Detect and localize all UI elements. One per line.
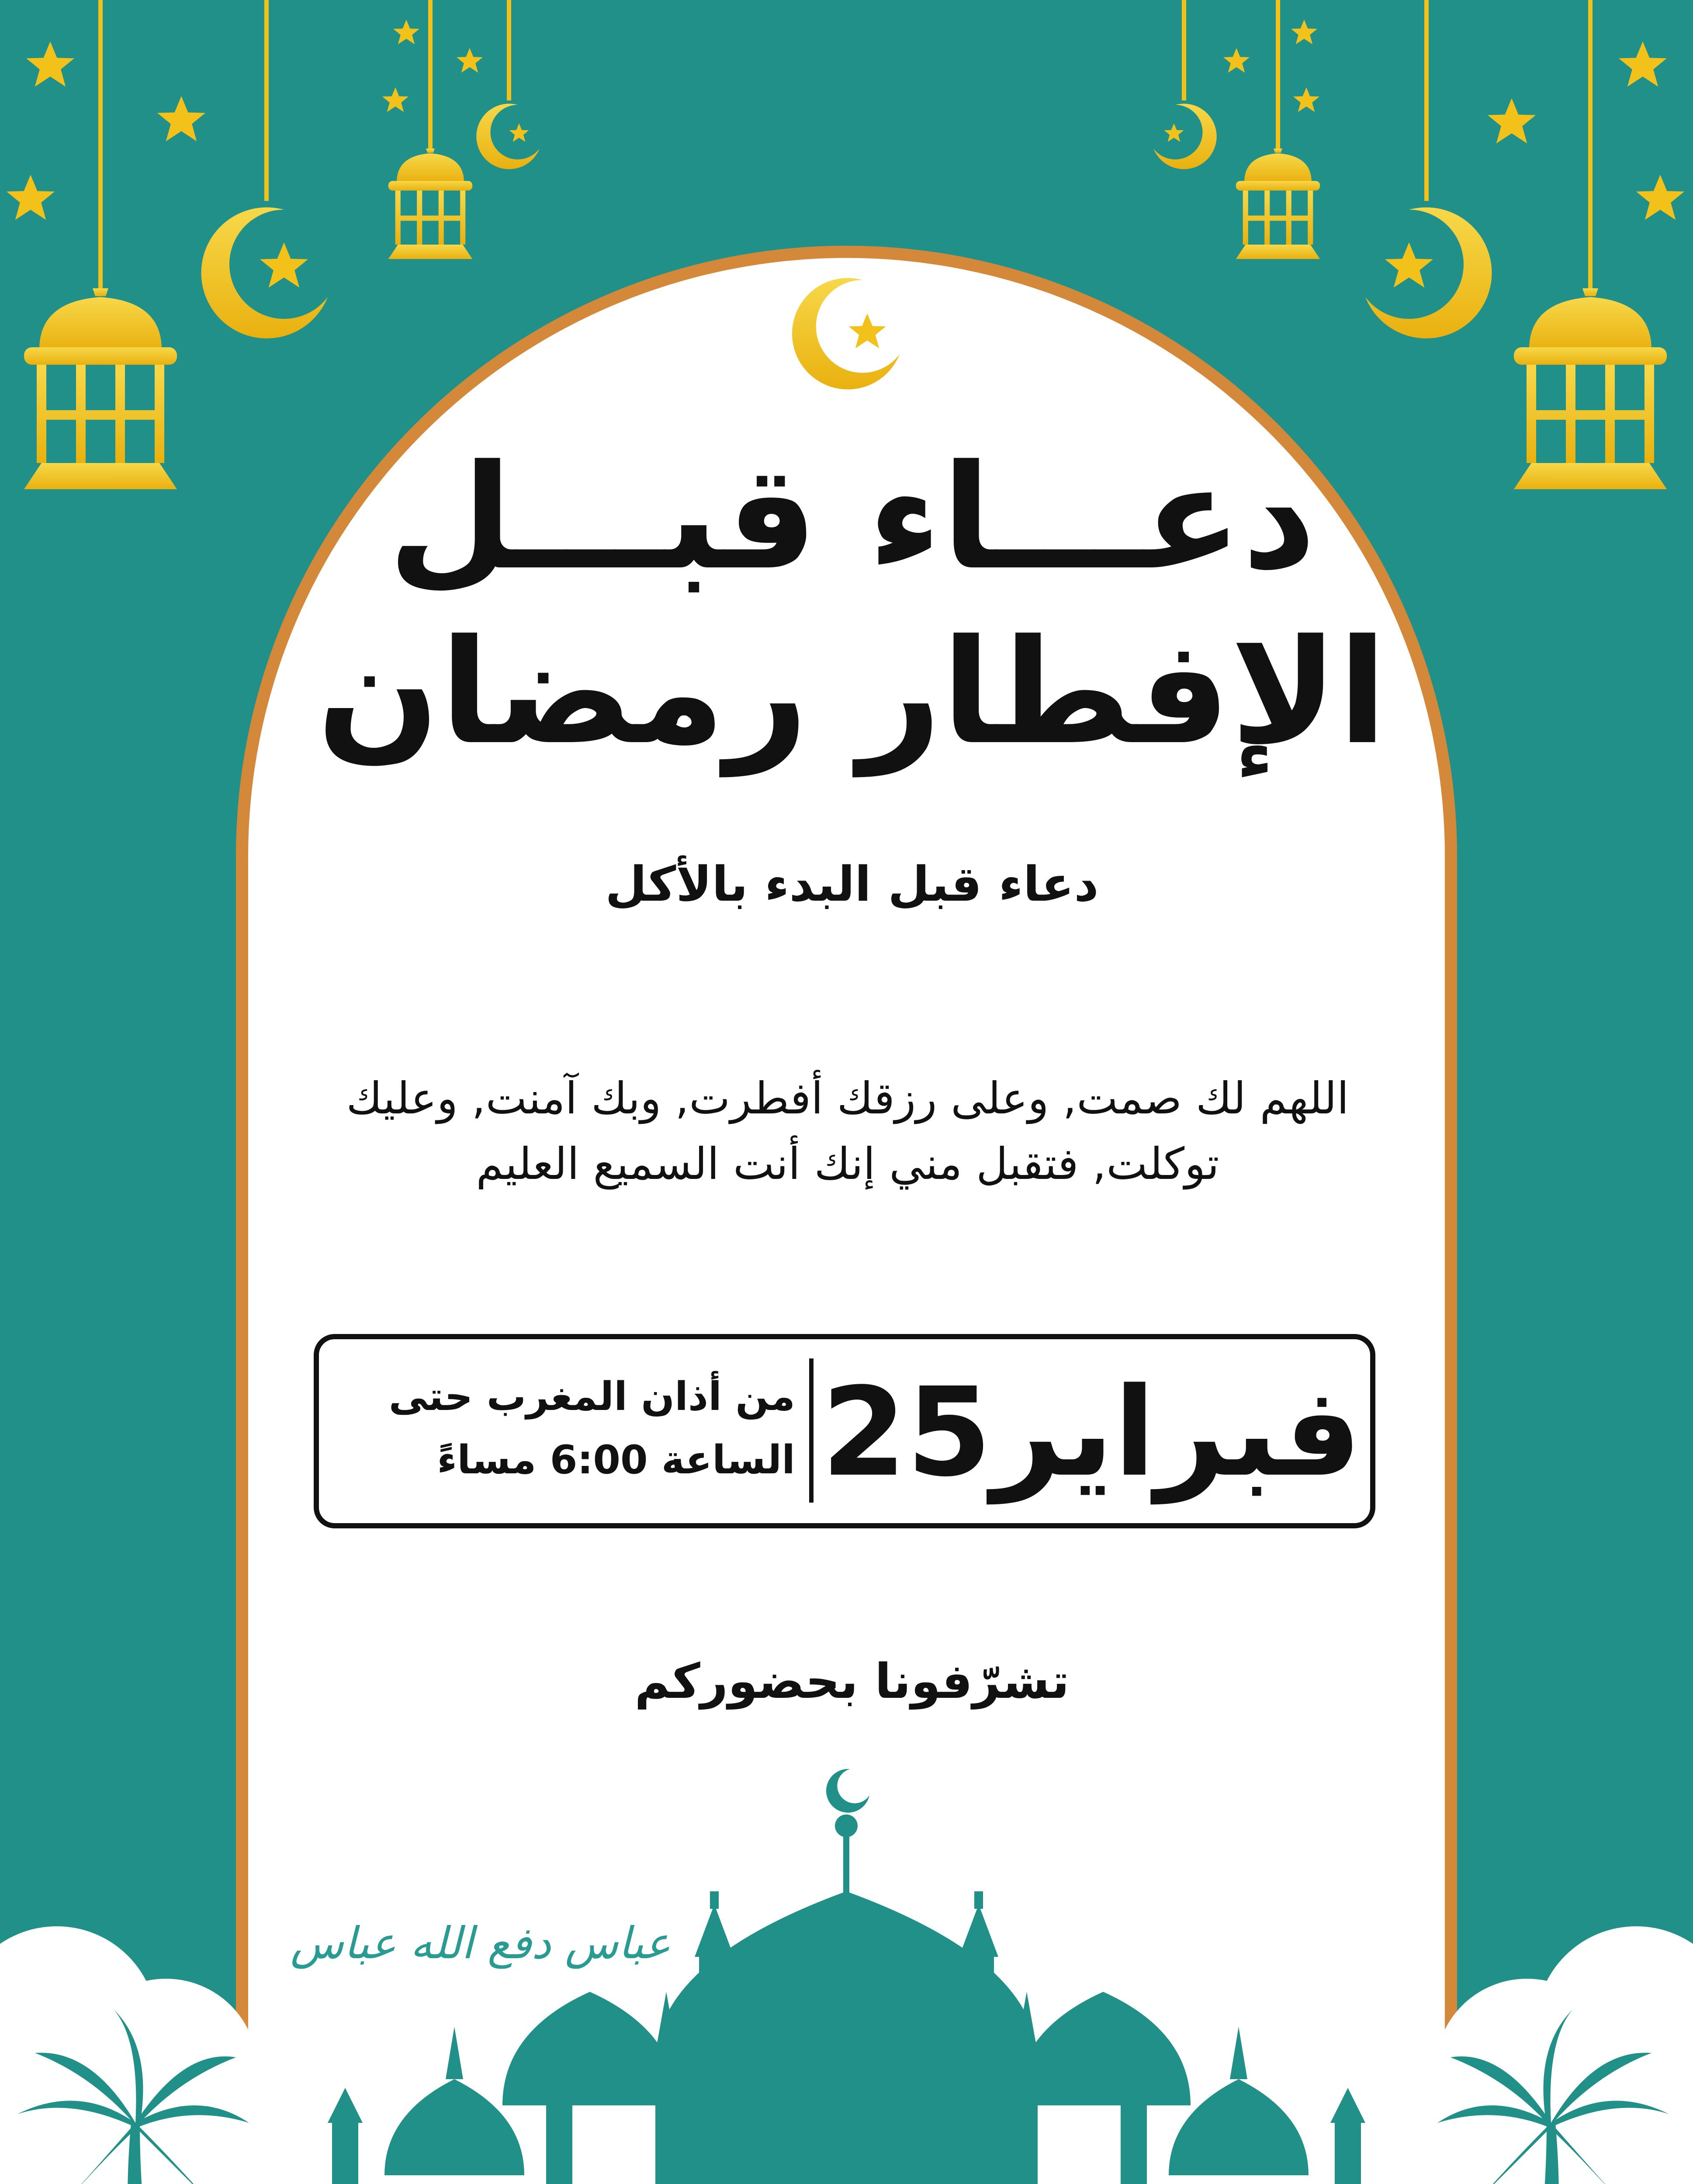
star-icon — [1164, 124, 1184, 142]
star-icon — [260, 242, 308, 287]
lantern-icon — [1514, 236, 1667, 489]
event-time-line1: من أذان المغرب حتى — [388, 1374, 795, 1420]
lantern-icon — [388, 120, 473, 259]
event-time-line2: الساعة 6:00 مساءً — [437, 1437, 795, 1483]
closing-text: تشرّفونا بحضوركم — [634, 1653, 1070, 1709]
star-icon — [1385, 242, 1433, 287]
star-icon — [157, 96, 205, 141]
star-icon — [1291, 20, 1317, 44]
star-icon — [1619, 41, 1667, 86]
crescent-icon — [1153, 104, 1217, 169]
star-icon — [1293, 87, 1319, 112]
crescent-icon — [476, 104, 540, 169]
prayer-line2: توكلت, فتقبل مني إنك أنت السميع العليم — [476, 1138, 1219, 1189]
prayer-text — [315, 1066, 1381, 1197]
prayer-line1: اللهم لك صمت, وعلى رزقك أفطرت, وبك آمنت, وعليك — [346, 1073, 1349, 1124]
star-icon — [393, 20, 419, 44]
event-day: 25 — [821, 1362, 992, 1504]
star-icon — [1488, 98, 1536, 143]
event-month: فبراير — [991, 1362, 1362, 1504]
star-icon — [7, 175, 55, 220]
lantern-icon — [1236, 120, 1320, 259]
star-icon — [1636, 175, 1684, 220]
page-title-line1: دعـــاء قبـــل — [388, 434, 1316, 601]
star-icon — [382, 87, 409, 112]
star-icon — [509, 124, 529, 142]
lantern-icon — [24, 236, 177, 489]
signature: عباس دفع الله عباس — [290, 1918, 671, 1969]
crescent-icon — [1365, 207, 1492, 339]
star-icon — [26, 41, 74, 86]
date-divider — [809, 1358, 814, 1503]
subtitle: دعاء قبل البدء بالأكل — [605, 856, 1099, 912]
star-icon — [457, 48, 483, 73]
crescent-icon — [201, 207, 328, 339]
page-title-line2: الإفطار رمضان — [316, 608, 1388, 776]
star-icon — [1223, 48, 1250, 73]
event-date — [821, 1362, 1362, 1504]
